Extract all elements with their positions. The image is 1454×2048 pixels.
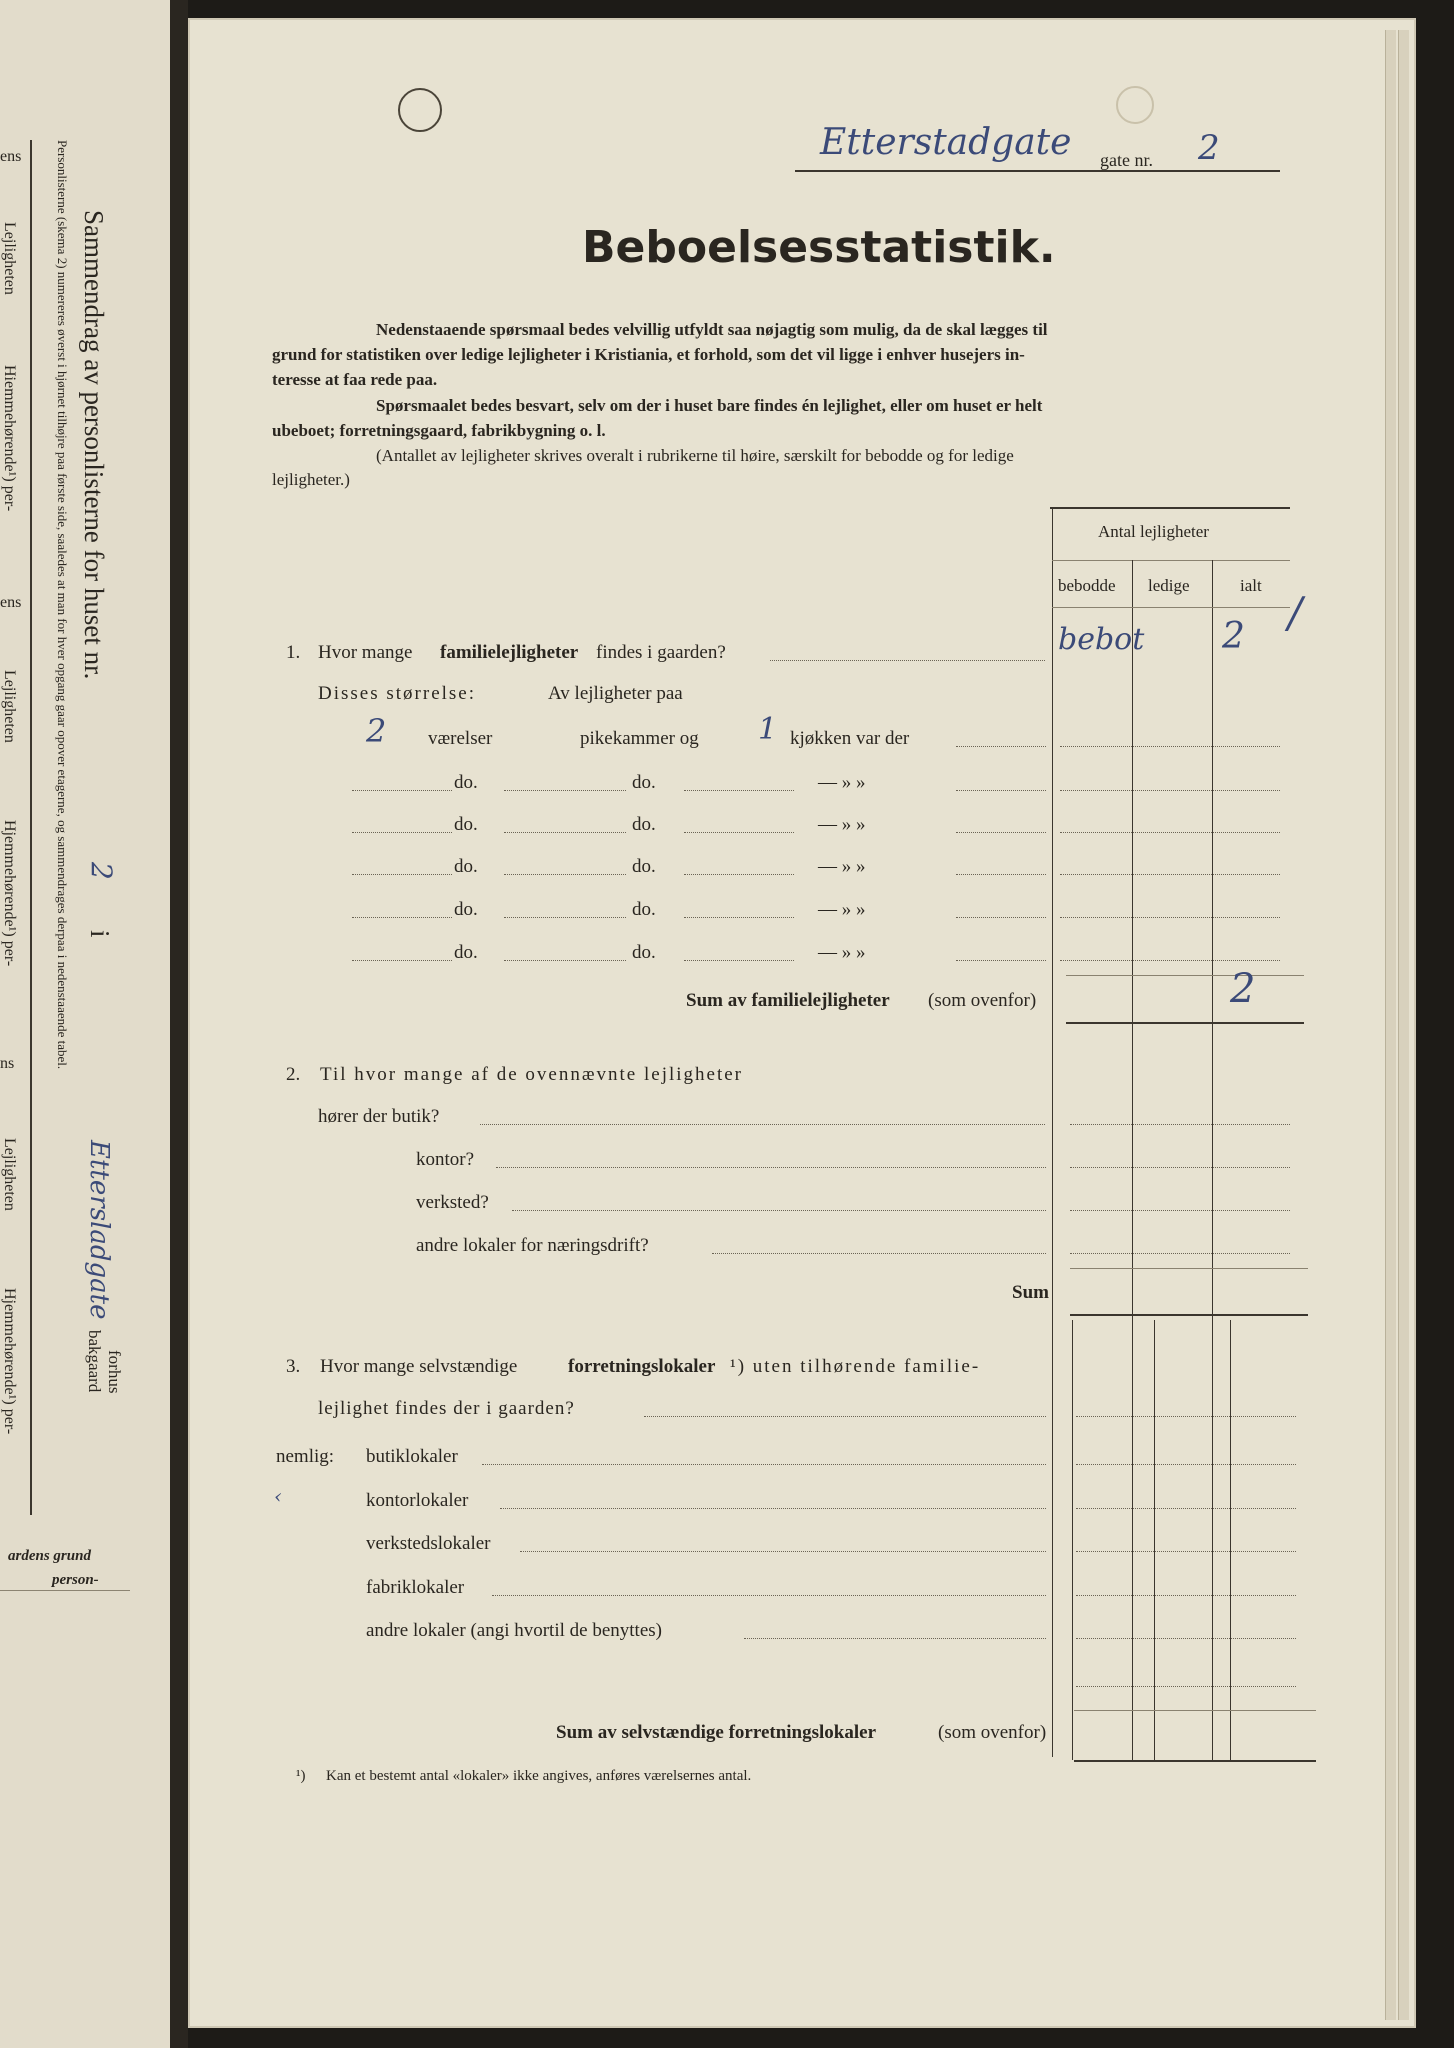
bottom-rule (0, 1590, 130, 1591)
q3-number: 3. (286, 1356, 301, 1377)
cell-dots (1076, 1686, 1296, 1687)
cell-dots (1060, 746, 1280, 747)
kitchen-value: 1 (758, 712, 778, 747)
q1-sum-label: Sum av familielejligheter (686, 990, 890, 1011)
kitchen-label: kjøkken var der (790, 728, 910, 749)
cell-dots (1060, 790, 1280, 791)
do-label: do. (454, 942, 478, 963)
cell-dots (1070, 1167, 1290, 1168)
punch-hole (1116, 86, 1154, 124)
col-ialt: ialt (1240, 576, 1262, 595)
cell-dots (1076, 1416, 1296, 1417)
q1-ialt-value: 2 (1222, 616, 1245, 657)
fill-line (684, 832, 794, 833)
leader-dots (644, 1416, 1046, 1417)
fill-line (504, 874, 626, 875)
table-top-rule (1050, 507, 1290, 509)
edge-word: Hjemmehørende¹) per- (1, 1288, 18, 1435)
q1-sum-ialt: 2 (1230, 966, 1256, 1012)
leader-dots (770, 660, 1045, 661)
q3-line2: lejlighet findes der i gaarden? (318, 1398, 575, 1419)
street-name: Etterstadgate (820, 122, 1072, 163)
fill-line (684, 917, 794, 918)
sum-bottom-rule (1066, 1022, 1304, 1024)
edge-word: Lejligheten (1, 1138, 18, 1211)
page-edge (1385, 30, 1396, 2020)
fill-line (352, 917, 452, 918)
fill-line (504, 917, 626, 918)
q2-verksted: verksted? (416, 1192, 489, 1213)
table-header-title: Antal lejligheter (1098, 522, 1209, 541)
edge-word: ens (0, 594, 22, 611)
q1-text: Hvor mange (318, 642, 413, 663)
summary-i: i (85, 930, 115, 938)
table-col-line (1072, 1320, 1073, 1760)
bottom-label: ardens grund (8, 1548, 91, 1564)
intro-text: Spørsmaalet bedes besvart, selv om der i huset bare findes én lejlighet, eller om huset er helt (376, 396, 1043, 415)
punch-hole (398, 88, 442, 132)
edge-divider (30, 140, 32, 1515)
q1-sum-tail: (som ovenfor) (928, 990, 1037, 1011)
check-mark: / (1288, 588, 1303, 637)
table-header-rule (1052, 607, 1290, 608)
leader-dots (480, 1124, 1045, 1125)
do-label: do. (454, 856, 478, 877)
intro-text: Nedenstaaende spørsmaal bedes velvillig utfyldt saa nøjagtig som mulig, da de skal lægges til (376, 320, 1048, 339)
sum-top-rule (1070, 1268, 1308, 1269)
pike-label: pikekammer og (580, 728, 699, 749)
leader-dots (956, 917, 1046, 918)
bakgaard-label: bakgaard (85, 1330, 104, 1393)
cell-dots (1076, 1508, 1296, 1509)
table-col-line (1154, 1320, 1155, 1760)
page-edge (1398, 30, 1409, 2020)
intro-text: (Antallet av lejligheter skrives overalt i rubrikerne til høire, særskilt for bebodde og for ledige (376, 446, 1014, 465)
q3-item: andre lokaler (angi hvortil de benyttes) (366, 1620, 662, 1641)
header-rule (795, 170, 1280, 172)
leader-dots (500, 1508, 1046, 1509)
left-page (0, 0, 170, 2048)
fill-line (504, 960, 626, 961)
do-label: do. (632, 856, 656, 877)
leader-dots (512, 1210, 1046, 1211)
intro-text: teresse at faa rede paa. (272, 370, 438, 389)
q3-item: butiklokaler (366, 1446, 458, 1467)
rooms-label: værelser (428, 728, 493, 749)
gate-number: 2 (1198, 128, 1220, 168)
q3-item: kontorlokaler (366, 1490, 469, 1511)
dash-quote: — » » (818, 772, 866, 793)
summary-number: 2 (85, 862, 118, 880)
cell-dots (1070, 1210, 1290, 1211)
leader-dots (956, 832, 1046, 833)
q3-sum-tail: (som ovenfor) (938, 1722, 1047, 1743)
intro-text: ubeboet; forretningsgaard, fabrikbygning o. l. (272, 421, 606, 440)
tick-mark: ‹ (274, 1484, 282, 1508)
q2-text: Til hvor mange af de ovennævnte lejligheter (320, 1064, 743, 1085)
size-label: Av lejligheter paa (548, 683, 683, 704)
dash-quote: — » » (818, 814, 866, 835)
footnote-text: Kan et bestemt antal «lokaler» ikke angives, anføres værelsernes antal. (326, 1768, 752, 1784)
q2-kontor: kontor? (416, 1149, 475, 1170)
q2-butik: hører der butik? (318, 1106, 440, 1127)
sum-top-rule (1066, 975, 1304, 976)
leader-dots (956, 746, 1046, 747)
q1-text-bold: familielejligheter (440, 642, 579, 663)
dash-quote: — » » (818, 899, 866, 920)
fill-line (504, 790, 626, 791)
fill-line (352, 790, 452, 791)
q1-text: findes i gaarden? (596, 642, 726, 663)
leader-dots (956, 874, 1046, 875)
forhus-label: forhus (105, 1350, 124, 1394)
edge-word: Lejligheten (1, 222, 18, 295)
cell-dots (1076, 1551, 1296, 1552)
table-col-line (1230, 1320, 1231, 1760)
sum-bottom-rule (1074, 1760, 1316, 1762)
cell-dots (1070, 1253, 1290, 1254)
do-label: do. (632, 899, 656, 920)
size-label: Disses størrelse: (318, 683, 477, 704)
q3-text: Hvor mange selvstændige (320, 1356, 518, 1377)
edge-word: ns (0, 1055, 15, 1072)
cell-dots (1076, 1595, 1296, 1596)
leader-dots (492, 1595, 1046, 1596)
q2-number: 2. (286, 1064, 301, 1085)
leader-dots (482, 1464, 1046, 1465)
do-label: do. (454, 772, 478, 793)
col-ledige: ledige (1148, 576, 1190, 595)
instructions-text: Personlisterne (skema 2) numereres øverst i hjørnet tilhøjre paa første side, saaledes at man for hver opgang gaar opover etagerne, og sammendrages derpaa i nedenstaaende tabel. (55, 140, 70, 1070)
leader-dots (712, 1253, 1046, 1254)
fill-line (684, 960, 794, 961)
do-label: do. (454, 814, 478, 835)
fill-line (684, 874, 794, 875)
fill-line (504, 832, 626, 833)
table-col-line (1132, 560, 1133, 1760)
cell-dots (1076, 1464, 1296, 1465)
footnote-mark: ¹) (296, 1768, 306, 1784)
leader-dots (956, 790, 1046, 791)
q3-sum-label: Sum av selvstændige forretningslokaler (556, 1722, 877, 1743)
dash-quote: — » » (818, 942, 866, 963)
cell-dots (1060, 917, 1280, 918)
cell-dots (1060, 832, 1280, 833)
book-gutter (170, 0, 188, 2048)
leader-dots (520, 1551, 1046, 1552)
q3-item: fabriklokaler (366, 1577, 465, 1598)
q3-text-bold: forretningslokaler (568, 1356, 716, 1377)
edge-word: Hiemmehørende¹) per- (1, 365, 18, 512)
cell-dots (1060, 960, 1280, 961)
cell-dots (1060, 874, 1280, 875)
table-header-rule (1052, 560, 1290, 561)
do-label: do. (632, 772, 656, 793)
table-col-line (1212, 560, 1213, 1760)
q3-text: ¹) uten tilhørende familie- (730, 1356, 981, 1377)
edge-word: Hjemmehørende¹) per- (1, 820, 18, 967)
leader-dots (956, 960, 1046, 961)
gate-label: gate nr. (1100, 150, 1153, 170)
intro-text: lejligheter.) (272, 470, 350, 489)
dash-quote: — » » (818, 856, 866, 877)
summary-street: Ettersladgate (84, 1140, 114, 1320)
col-bebodde: bebodde (1058, 576, 1116, 595)
do-label: do. (454, 899, 478, 920)
sum-bottom-rule (1070, 1314, 1308, 1316)
q1-number: 1. (286, 642, 301, 663)
intro-text: grund for statistiken over ledige lejligheter i Kristiania, et forhold, som det vil ligge i enhver husejers in- (272, 345, 1025, 364)
q2-sum-label: Sum (1012, 1282, 1049, 1303)
q3-item: verkstedslokaler (366, 1533, 491, 1554)
edge-word: Lejligheten (1, 670, 18, 743)
sum-top-rule (1074, 1710, 1316, 1711)
fill-line (684, 790, 794, 791)
do-label: do. (632, 942, 656, 963)
cell-dots (1070, 1124, 1290, 1125)
bottom-label: person- (52, 1572, 99, 1588)
fill-line (352, 832, 452, 833)
fill-line (352, 874, 452, 875)
leader-dots (496, 1167, 1046, 1168)
nemlig-label: nemlig: (276, 1446, 335, 1467)
edge-word: ens (0, 148, 22, 165)
cell-dots (1076, 1638, 1296, 1639)
fill-line (352, 960, 452, 961)
q1-bebodde-value: bebot (1058, 622, 1145, 657)
table-col-line (1052, 507, 1053, 1757)
page-title: Beboelsesstatistik. (582, 222, 1056, 273)
rooms-value: 2 (366, 712, 387, 750)
do-label: do. (632, 814, 656, 835)
leader-dots (744, 1638, 1046, 1639)
summary-title: Sammendrag av personlisterne for huset nr. (79, 210, 109, 680)
q2-andre: andre lokaler for næringsdrift? (416, 1235, 649, 1256)
